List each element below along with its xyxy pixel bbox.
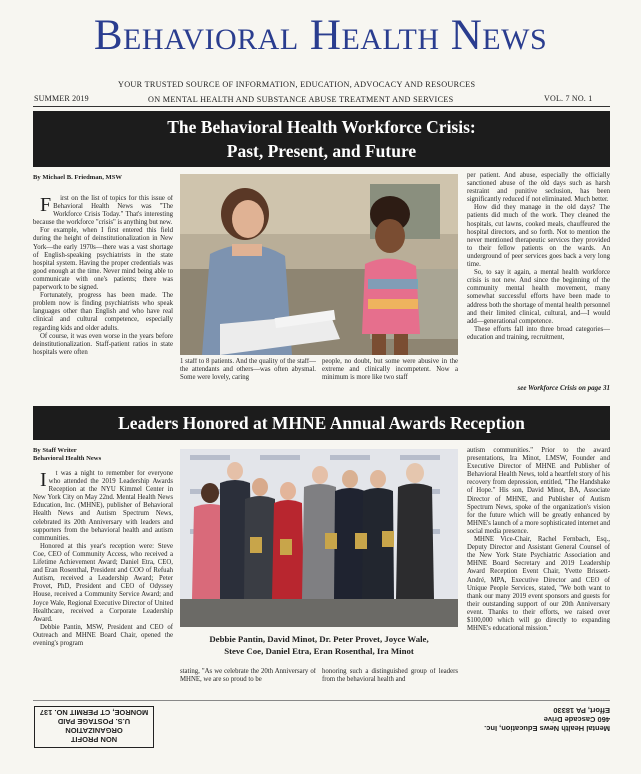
article2-column1 — [33, 470, 173, 688]
article1-paragraph: These efforts fall into three broad categories—education and training, recruitment, — [467, 325, 610, 341]
tagline-line1: YOUR TRUSTED SOURCE OF INFORMATION, EDUCATION, ADVOCACY AND RESOURCES — [118, 80, 476, 89]
article2-byline-source: Behavioral Health News — [33, 455, 102, 462]
article1-headline-line1: The Behavioral Health Workforce Crisis: — [167, 117, 476, 137]
return-address-line: Mental Health News Education, Inc. — [484, 724, 610, 733]
article2-paragraph: autism communities." Prior to the award presentations, Ira Minot, LMSW, Founder and Executive Director of MHNE and Publisher of Behavioral Health News, told a heartfelt story of his recovery from depression, entitled, "The Handshake of Hope." His son, David Minot, BA, Associate Director of MHNE, and Publisher of Autism Spectrum News, spoke of the organization's vision for the future which will be greatly enhanced by MHNE's launch of a more sophisticated internet and social media presence. — [467, 447, 610, 535]
continued-link[interactable]: see Workforce Crisis on page 31 — [517, 384, 610, 392]
article2-photo — [180, 449, 458, 627]
issue-season: SUMMER 2019 — [34, 94, 89, 103]
article1-paragraph: per patient. And abuse, especially the officially sanctioned abuse of the old days such as harsh restraint and punitive seclusion, has been significantly reduced if not eliminated. Much better. — [467, 172, 610, 204]
photo-caption-line1: Debbie Pantin, David Minot, Dr. Peter Provet, Joyce Wale, — [209, 634, 429, 644]
article1-headline-line2: Past, Present, and Future — [226, 141, 417, 161]
article2-paragraph: MHNE Vice-Chair, Rachel Fernbach, Esq., Deputy Director and Assistant General Counsel of the New York State Psychiatric Association and MHNE Board Secretary and 2019 Leadership Award Reception Event Chair, Yvette Brissett-André, MPA, Executive Director and CEO of Unique People Services, stated, "We both want to thank our many 2019 event sponsors and guests for their outstanding support of our 20th Anniversary event. Thanks to their efforts, we raised over $100,000 which will go directly to expanding MHNE's educational mission." — [467, 536, 610, 633]
article1-paragraph: people, no doubt, but some were abusive in the extreme and clinically incompetent. Now a minimum is more like two staff — [322, 358, 458, 382]
postage-indicia — [34, 706, 154, 748]
postage-line: ORGANIZATION — [65, 726, 123, 735]
article1-paragraph: How did they manage in the old days? The patients did much of the work. They cleaned the hospitals, cut lawns, cooked meals, chauffeured the hospital directors, and so forth. Not to mention the never mentioned therapeutic services they provided to their fellow patients on the wards. An underground of peer services goes back a very long time. — [467, 204, 610, 269]
article1-photo — [180, 174, 458, 355]
masthead-rule — [33, 106, 610, 107]
article1-headline — [33, 111, 610, 167]
tagline-line2: ON MENTAL HEALTH AND SUBSTANCE ABUSE TREATMENT AND SERVICES — [148, 95, 454, 104]
postage-line: U.S. POSTAGE PAID — [57, 717, 131, 726]
article1-paragraph: So, to say it again, a mental health workforce crisis is not new. And since the beginning of the community mental health movement, many somewhat successful efforts have been made to address both the shortage of mental health personnel and their limited clinical, cultural, and—I would add—generational competence. — [467, 269, 610, 325]
article2-column3 — [322, 668, 458, 688]
photo-caption — [180, 633, 458, 657]
counselor-child-photo — [180, 174, 458, 355]
article1-column2 — [180, 358, 316, 398]
article1-byline: By Michael B. Friedman, MSW — [33, 174, 123, 181]
article2-paragraph: stating, "As we celebrate the 20th Anniversary of MHNE, we are so proud to be — [180, 668, 316, 684]
article2-column4 — [467, 447, 610, 687]
article2-byline — [33, 447, 101, 463]
article1-column1 — [33, 195, 173, 395]
postage-line: MONROE, CT PERMIT NO. 137 — [39, 708, 149, 717]
return-address — [440, 706, 610, 733]
article1-paragraph: Of course, it was even worse in the years before deinstitutionalization. Staff-patient ratios in state hospitals were often — [33, 332, 173, 356]
postage-line: NON PROFIT — [70, 735, 118, 744]
article1-paragraph: First on the list of topics for this issue of Behavioral Health News was "The Workforce Crisis Today." That's interesting because the workforce "crisis" is anything but new. — [33, 195, 173, 227]
photo-caption-line2: Steve Coe, Daniel Etra, Eran Rosenthal, Ira Minot — [224, 646, 414, 656]
article2-headline: Leaders Honored at MHNE Annual Awards Reception — [33, 406, 610, 440]
article1-paragraph: For example, when I first entered this field during the height of deinstitutionalization in New York—the early 1970s—there was a vast shortage of English-speaking psychiatrists in the state hospital system. Having the proper credentials was good enough at the time. Never mind being able to communicate with one's patients; there was paperwork to be signed. — [33, 227, 173, 292]
article1-paragraph: Fortunately, progress has been made. The problem now is finding psychiatrists who speak languages other than English and who have real clinical and cultural competence, especially regarding kids and older adults. — [33, 292, 173, 332]
return-address-line: Effort, PA 18330 — [553, 706, 610, 715]
awards-group-photo — [180, 449, 458, 627]
article1-column3 — [322, 358, 458, 398]
issue-volume: VOL. 7 NO. 1 — [544, 94, 593, 103]
article2-paragraph: Debbie Pantin, MSW, President and CEO of Outreach and MHNE Board Chair, opened the evening's program — [33, 623, 173, 647]
article2-byline-writer: By Staff Writer — [33, 447, 77, 454]
article2-column2 — [180, 668, 316, 688]
article1-paragraph: 1 staff to 8 patients. And the quality of the staff—the attendants and others—was often abysmal. Some were lovely, caring — [180, 358, 316, 382]
article1-column4 — [467, 172, 610, 382]
return-address-line: 460 Cascade Drive — [543, 715, 610, 724]
article2-paragraph: Honored at this year's reception were: Steve Coe, CEO of Community Access, who received a Lifetime Achievement Award; Daniel Etra, CEO, and Eran Rosenthal, President and COO of Refuah Autism, received a Leadership Award; Peter Provet, PhD, President and CEO of Odyssey House, received a Community Service Award; and Joyce Wale, Regional Executive Director of United Healthcare, received a Corporate Leadership Award. — [33, 542, 173, 623]
article2-paragraph: It was a night to remember for everyone who attended the 2019 Leadership Awards Reception at the NYU Kimmel Center in New York City on May 22nd. Mental Health News Education, Inc. (MHNE), publisher of Behavioral Health News and Autism Spectrum News, celebrated its 20th Anniversary with leaders and supporters from the behavioral health and autism communities. — [33, 470, 173, 542]
masthead-title: Behavioral Health News — [93, 12, 548, 59]
article2-paragraph: honoring such a distinguished group of leaders from the behavioral health and — [322, 668, 458, 684]
